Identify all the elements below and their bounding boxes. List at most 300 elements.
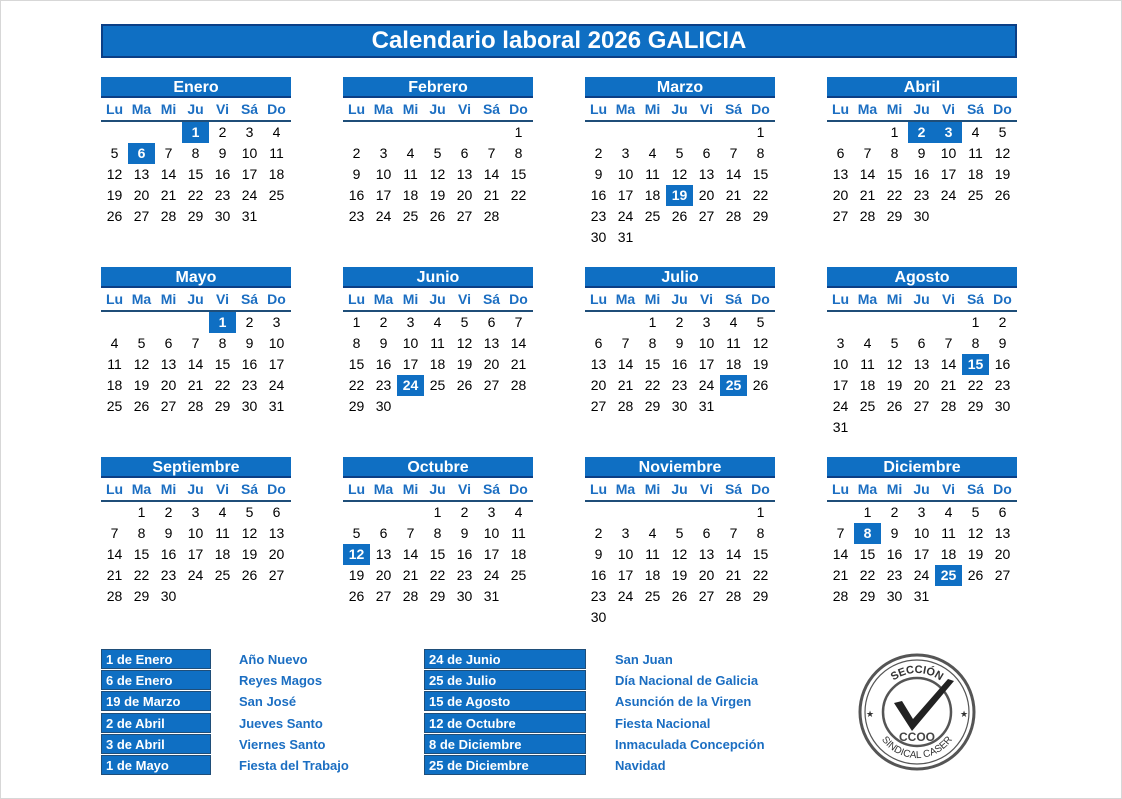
holiday-date: 19 de Marzo [101, 691, 211, 711]
day-cell: 28 [106, 588, 123, 604]
day-cell: 13 [483, 335, 500, 351]
month-name: Junio [343, 267, 533, 288]
empty-cell [451, 122, 478, 143]
day-cell: 6 [164, 335, 173, 351]
day-cell: 4 [514, 504, 523, 520]
weekday-label: Do [751, 481, 770, 497]
day-cell: 13 [160, 356, 177, 372]
day-cell: 8 [433, 525, 442, 541]
stamp-top-text: SECCIÓN [888, 663, 946, 684]
day-cell: 18 [725, 356, 742, 372]
day-cell: 21 [832, 567, 849, 583]
day-cell: 19 [106, 187, 123, 203]
day-cell: 18 [429, 356, 446, 372]
day-cell: 8 [971, 335, 980, 351]
day-cell: 10 [940, 145, 957, 161]
day-cell: 4 [648, 525, 657, 541]
day-cell: 10 [483, 525, 500, 541]
weekday-label: Do [751, 101, 770, 117]
holiday-dates-right [424, 649, 586, 776]
day-cell: 31 [832, 419, 849, 435]
day-cell: 30 [671, 398, 688, 414]
day-cell: 2 [352, 145, 361, 161]
day-cell: 23 [214, 187, 231, 203]
weekday-label: Mi [886, 291, 903, 307]
day-cell: 11 [215, 525, 230, 541]
day-cell: 5 [460, 314, 469, 330]
weekday-label: Ma [857, 291, 878, 307]
day-cell: 15 [510, 166, 527, 182]
day-grid [585, 312, 775, 417]
weekday-label: Do [993, 481, 1012, 497]
month-block [827, 77, 1017, 227]
empty-cell [881, 312, 908, 333]
holiday-day: 12 [343, 544, 370, 565]
weekday-label: Mi [402, 291, 419, 307]
weekday-label: Ju [429, 291, 446, 307]
day-cell: 23 [886, 567, 903, 583]
day-cell: 1 [756, 124, 765, 140]
weekday-label: Lu [831, 291, 850, 307]
day-cell: 30 [241, 398, 258, 414]
day-cell: 24 [241, 187, 258, 203]
weekday-header [827, 288, 1017, 312]
weekday-label: Ju [913, 101, 930, 117]
day-cell: 12 [886, 356, 903, 372]
day-cell: 8 [648, 335, 657, 351]
day-cell: 22 [133, 567, 150, 583]
empty-cell [666, 122, 693, 143]
empty-cell [370, 122, 397, 143]
day-grid [343, 312, 533, 417]
day-cell: 30 [456, 588, 473, 604]
day-cell: 17 [268, 356, 285, 372]
day-cell: 14 [940, 356, 957, 372]
day-cell: 20 [375, 567, 392, 583]
month-name: Febrero [343, 77, 533, 98]
day-cell: 31 [913, 588, 930, 604]
weekday-label: Lu [347, 101, 366, 117]
day-cell: 27 [456, 208, 473, 224]
day-cell: 20 [590, 377, 607, 393]
empty-cell [585, 122, 612, 143]
weekday-label: Ma [131, 481, 152, 497]
weekday-label: Do [267, 101, 286, 117]
day-cell: 16 [160, 546, 177, 562]
day-cell: 20 [994, 546, 1011, 562]
weekday-label: Mi [402, 481, 419, 497]
day-cell: 13 [590, 356, 607, 372]
day-cell: 9 [218, 145, 227, 161]
weekday-label: Lu [831, 481, 850, 497]
day-cell: 29 [752, 208, 769, 224]
day-cell: 5 [433, 145, 442, 161]
day-cell: 15 [429, 546, 446, 562]
empty-cell [397, 122, 424, 143]
day-cell: 25 [402, 208, 419, 224]
empty-cell [370, 502, 397, 523]
empty-cell [101, 312, 128, 333]
day-grid [101, 122, 291, 227]
weekday-label: Lu [105, 291, 124, 307]
day-cell: 25 [106, 398, 123, 414]
day-cell: 21 [510, 356, 527, 372]
weekday-label: Vi [216, 481, 229, 497]
month-block [585, 457, 775, 628]
day-cell: 19 [348, 567, 365, 583]
day-cell: 6 [594, 335, 603, 351]
day-cell: 6 [998, 504, 1007, 520]
weekday-label: Vi [458, 101, 471, 117]
day-cell: 10 [187, 525, 204, 541]
month-name: Mayo [101, 267, 291, 288]
empty-cell [585, 312, 612, 333]
day-cell: 24 [698, 377, 715, 393]
weekday-label: Lu [831, 101, 850, 117]
day-cell: 28 [859, 208, 876, 224]
weekday-label: Sá [966, 101, 985, 117]
weekday-label: Vi [700, 101, 713, 117]
day-cell: 4 [971, 124, 980, 140]
weekday-header [827, 478, 1017, 502]
day-cell: 26 [671, 208, 688, 224]
day-cell: 27 [913, 398, 930, 414]
holiday-day: 19 [666, 185, 693, 206]
empty-cell [101, 502, 128, 523]
day-cell: 3 [836, 335, 845, 351]
weekday-label: Ju [913, 481, 930, 497]
day-cell: 30 [913, 208, 930, 224]
day-cell: 9 [917, 145, 926, 161]
day-cell: 28 [832, 588, 849, 604]
weekday-label: Mi [644, 481, 661, 497]
day-cell: 3 [379, 145, 388, 161]
weekday-label: Ju [429, 101, 446, 117]
holiday-name: Reyes Magos [239, 673, 323, 689]
day-cell: 22 [886, 187, 903, 203]
day-grid [343, 502, 533, 607]
day-cell: 30 [160, 588, 177, 604]
weekday-label: Ma [615, 481, 636, 497]
month-block [101, 267, 291, 417]
day-cell: 25 [429, 377, 446, 393]
weekday-label: Lu [589, 291, 608, 307]
day-cell: 1 [648, 314, 657, 330]
holiday-name: Año Nuevo [239, 652, 308, 667]
day-cell: 13 [832, 166, 849, 182]
day-cell: 30 [214, 208, 231, 224]
day-cell: 26 [241, 567, 258, 583]
day-cell: 11 [941, 525, 956, 541]
day-cell: 31 [698, 398, 715, 414]
weekday-label: Sá [482, 101, 501, 117]
day-cell: 6 [272, 504, 281, 520]
day-cell: 9 [890, 525, 899, 541]
day-cell: 15 [886, 166, 903, 182]
day-cell: 16 [913, 166, 930, 182]
day-cell: 8 [191, 145, 200, 161]
day-cell: 13 [375, 546, 392, 562]
weekday-label: Ju [187, 101, 204, 117]
day-cell: 3 [191, 504, 200, 520]
day-cell: 17 [940, 166, 957, 182]
day-cell: 17 [617, 567, 634, 583]
weekday-label: Ma [131, 291, 152, 307]
day-cell: 28 [940, 398, 957, 414]
day-cell: 5 [675, 525, 684, 541]
day-cell: 18 [510, 546, 527, 562]
holiday-date: 24 de Junio [424, 649, 586, 669]
day-cell: 31 [617, 229, 634, 245]
day-cell: 24 [940, 187, 957, 203]
day-cell: 3 [621, 525, 630, 541]
day-grid [827, 312, 1017, 438]
day-cell: 14 [725, 166, 742, 182]
weekday-header [101, 98, 291, 122]
day-cell: 15 [644, 356, 661, 372]
day-cell: 12 [429, 166, 446, 182]
day-cell: 2 [594, 525, 603, 541]
day-cell: 9 [675, 335, 684, 351]
day-cell: 18 [106, 377, 123, 393]
day-cell: 3 [917, 504, 926, 520]
day-cell: 30 [590, 229, 607, 245]
day-cell: 29 [859, 588, 876, 604]
day-cell: 27 [698, 588, 715, 604]
day-cell: 29 [967, 398, 984, 414]
month-name: Enero [101, 77, 291, 98]
day-grid [343, 122, 533, 227]
day-cell: 9 [594, 166, 603, 182]
day-cell: 16 [241, 356, 258, 372]
weekday-label: Ma [857, 481, 878, 497]
day-cell: 21 [725, 567, 742, 583]
day-cell: 14 [187, 356, 204, 372]
day-grid [101, 312, 291, 417]
day-cell: 2 [245, 314, 254, 330]
day-cell: 20 [268, 546, 285, 562]
day-cell: 6 [702, 525, 711, 541]
holiday-day: 6 [128, 143, 155, 164]
weekday-label: Vi [942, 291, 955, 307]
day-cell: 1 [137, 504, 146, 520]
day-cell: 18 [967, 166, 984, 182]
day-cell: 26 [752, 377, 769, 393]
weekday-header [585, 478, 775, 502]
day-grid [585, 502, 775, 628]
holiday-date: 25 de Julio [424, 670, 586, 690]
holiday-name: Día Nacional de Galicia [615, 673, 759, 689]
day-cell: 17 [832, 377, 849, 393]
day-cell: 23 [671, 377, 688, 393]
month-name: Diciembre [827, 457, 1017, 478]
day-cell: 14 [106, 546, 123, 562]
weekday-label: Vi [700, 481, 713, 497]
day-cell: 14 [402, 546, 419, 562]
day-cell: 11 [860, 356, 875, 372]
day-cell: 30 [886, 588, 903, 604]
day-cell: 19 [429, 187, 446, 203]
empty-cell [827, 502, 854, 523]
day-cell: 10 [698, 335, 715, 351]
day-cell: 25 [268, 187, 285, 203]
day-cell: 2 [460, 504, 469, 520]
day-cell: 23 [456, 567, 473, 583]
day-cell: 27 [268, 567, 285, 583]
day-cell: 23 [590, 588, 607, 604]
day-cell: 15 [859, 546, 876, 562]
day-cell: 2 [594, 145, 603, 161]
day-cell: 1 [352, 314, 361, 330]
day-cell: 8 [514, 145, 523, 161]
weekday-label: Vi [700, 291, 713, 307]
day-cell: 5 [110, 145, 119, 161]
holiday-day: 8 [854, 523, 881, 544]
weekday-label: Mi [886, 481, 903, 497]
day-cell: 18 [940, 546, 957, 562]
day-cell: 20 [483, 356, 500, 372]
empty-cell [693, 122, 720, 143]
day-cell: 26 [994, 187, 1011, 203]
day-cell: 29 [644, 398, 661, 414]
day-cell: 3 [406, 314, 415, 330]
day-cell: 23 [160, 567, 177, 583]
day-cell: 17 [402, 356, 419, 372]
day-cell: 2 [890, 504, 899, 520]
day-cell: 15 [752, 166, 769, 182]
day-cell: 16 [590, 187, 607, 203]
holiday-name: Inmaculada Concepción [615, 736, 765, 752]
day-cell: 11 [968, 145, 983, 161]
holiday-date: 1 de Mayo [101, 755, 211, 775]
union-stamp [856, 651, 978, 773]
day-cell: 30 [994, 398, 1011, 414]
weekday-label: Sá [724, 101, 743, 117]
day-grid [827, 502, 1017, 607]
day-cell: 7 [110, 525, 119, 541]
day-cell: 21 [617, 377, 634, 393]
day-cell: 21 [940, 377, 957, 393]
day-cell: 13 [698, 546, 715, 562]
day-cell: 19 [241, 546, 258, 562]
holiday-name: Navidad [615, 757, 666, 773]
weekday-label: Sá [966, 481, 985, 497]
weekday-label: Ma [373, 291, 394, 307]
weekday-label: Do [509, 291, 528, 307]
empty-cell [693, 502, 720, 523]
weekday-label: Lu [589, 481, 608, 497]
day-cell: 27 [133, 208, 150, 224]
day-cell: 31 [268, 398, 285, 414]
empty-cell [182, 312, 209, 333]
empty-cell [155, 122, 182, 143]
day-cell: 25 [859, 398, 876, 414]
holiday-day: 25 [935, 565, 962, 586]
holiday-date: 3 de Abril [101, 734, 211, 754]
month-name: Marzo [585, 77, 775, 98]
day-cell: 27 [160, 398, 177, 414]
day-cell: 9 [594, 546, 603, 562]
day-cell: 24 [483, 567, 500, 583]
day-cell: 14 [725, 546, 742, 562]
day-cell: 4 [406, 145, 415, 161]
day-cell: 22 [752, 567, 769, 583]
weekday-label: Ma [857, 101, 878, 117]
weekday-label: Lu [347, 291, 366, 307]
empty-cell [155, 312, 182, 333]
day-cell: 21 [187, 377, 204, 393]
day-cell: 9 [460, 525, 469, 541]
day-cell: 22 [967, 377, 984, 393]
day-cell: 31 [241, 208, 258, 224]
weekday-header [101, 288, 291, 312]
weekday-header [343, 98, 533, 122]
empty-cell [639, 502, 666, 523]
day-cell: 10 [913, 525, 930, 541]
checkmark-icon [894, 679, 954, 731]
day-cell: 9 [998, 335, 1007, 351]
empty-cell [720, 502, 747, 523]
svg-text:★: ★ [960, 710, 969, 720]
day-cell: 20 [913, 377, 930, 393]
day-cell: 6 [379, 525, 388, 541]
day-cell: 13 [698, 166, 715, 182]
empty-cell [612, 312, 639, 333]
day-cell: 11 [403, 166, 418, 182]
day-cell: 17 [375, 187, 392, 203]
empty-cell [397, 502, 424, 523]
day-cell: 12 [671, 546, 688, 562]
day-cell: 16 [375, 356, 392, 372]
day-cell: 21 [483, 187, 500, 203]
day-cell: 19 [886, 377, 903, 393]
weekday-header [343, 288, 533, 312]
day-cell: 8 [137, 525, 146, 541]
day-cell: 19 [133, 377, 150, 393]
day-cell: 13 [913, 356, 930, 372]
day-cell: 12 [106, 166, 123, 182]
day-grid [585, 122, 775, 248]
holiday-date: 8 de Diciembre [424, 734, 586, 754]
empty-cell [478, 122, 505, 143]
month-block [101, 77, 291, 227]
day-cell: 26 [456, 377, 473, 393]
day-cell: 22 [214, 377, 231, 393]
day-cell: 29 [187, 208, 204, 224]
weekday-label: Ju [187, 291, 204, 307]
empty-cell [101, 122, 128, 143]
day-cell: 4 [863, 335, 872, 351]
empty-cell [908, 312, 935, 333]
day-cell: 15 [214, 356, 231, 372]
day-cell: 26 [967, 567, 984, 583]
day-cell: 17 [617, 187, 634, 203]
day-cell: 30 [375, 398, 392, 414]
holiday-dates-left [101, 649, 211, 776]
weekday-label: Ma [615, 101, 636, 117]
svg-text:★: ★ [866, 710, 875, 720]
day-cell: 8 [756, 525, 765, 541]
day-cell: 11 [511, 525, 526, 541]
day-cell: 11 [107, 356, 122, 372]
day-cell: 10 [617, 166, 634, 182]
empty-cell [827, 312, 854, 333]
day-cell: 3 [245, 124, 254, 140]
weekday-label: Do [751, 291, 770, 307]
day-cell: 14 [617, 356, 634, 372]
day-cell: 25 [644, 208, 661, 224]
day-cell: 24 [617, 208, 634, 224]
